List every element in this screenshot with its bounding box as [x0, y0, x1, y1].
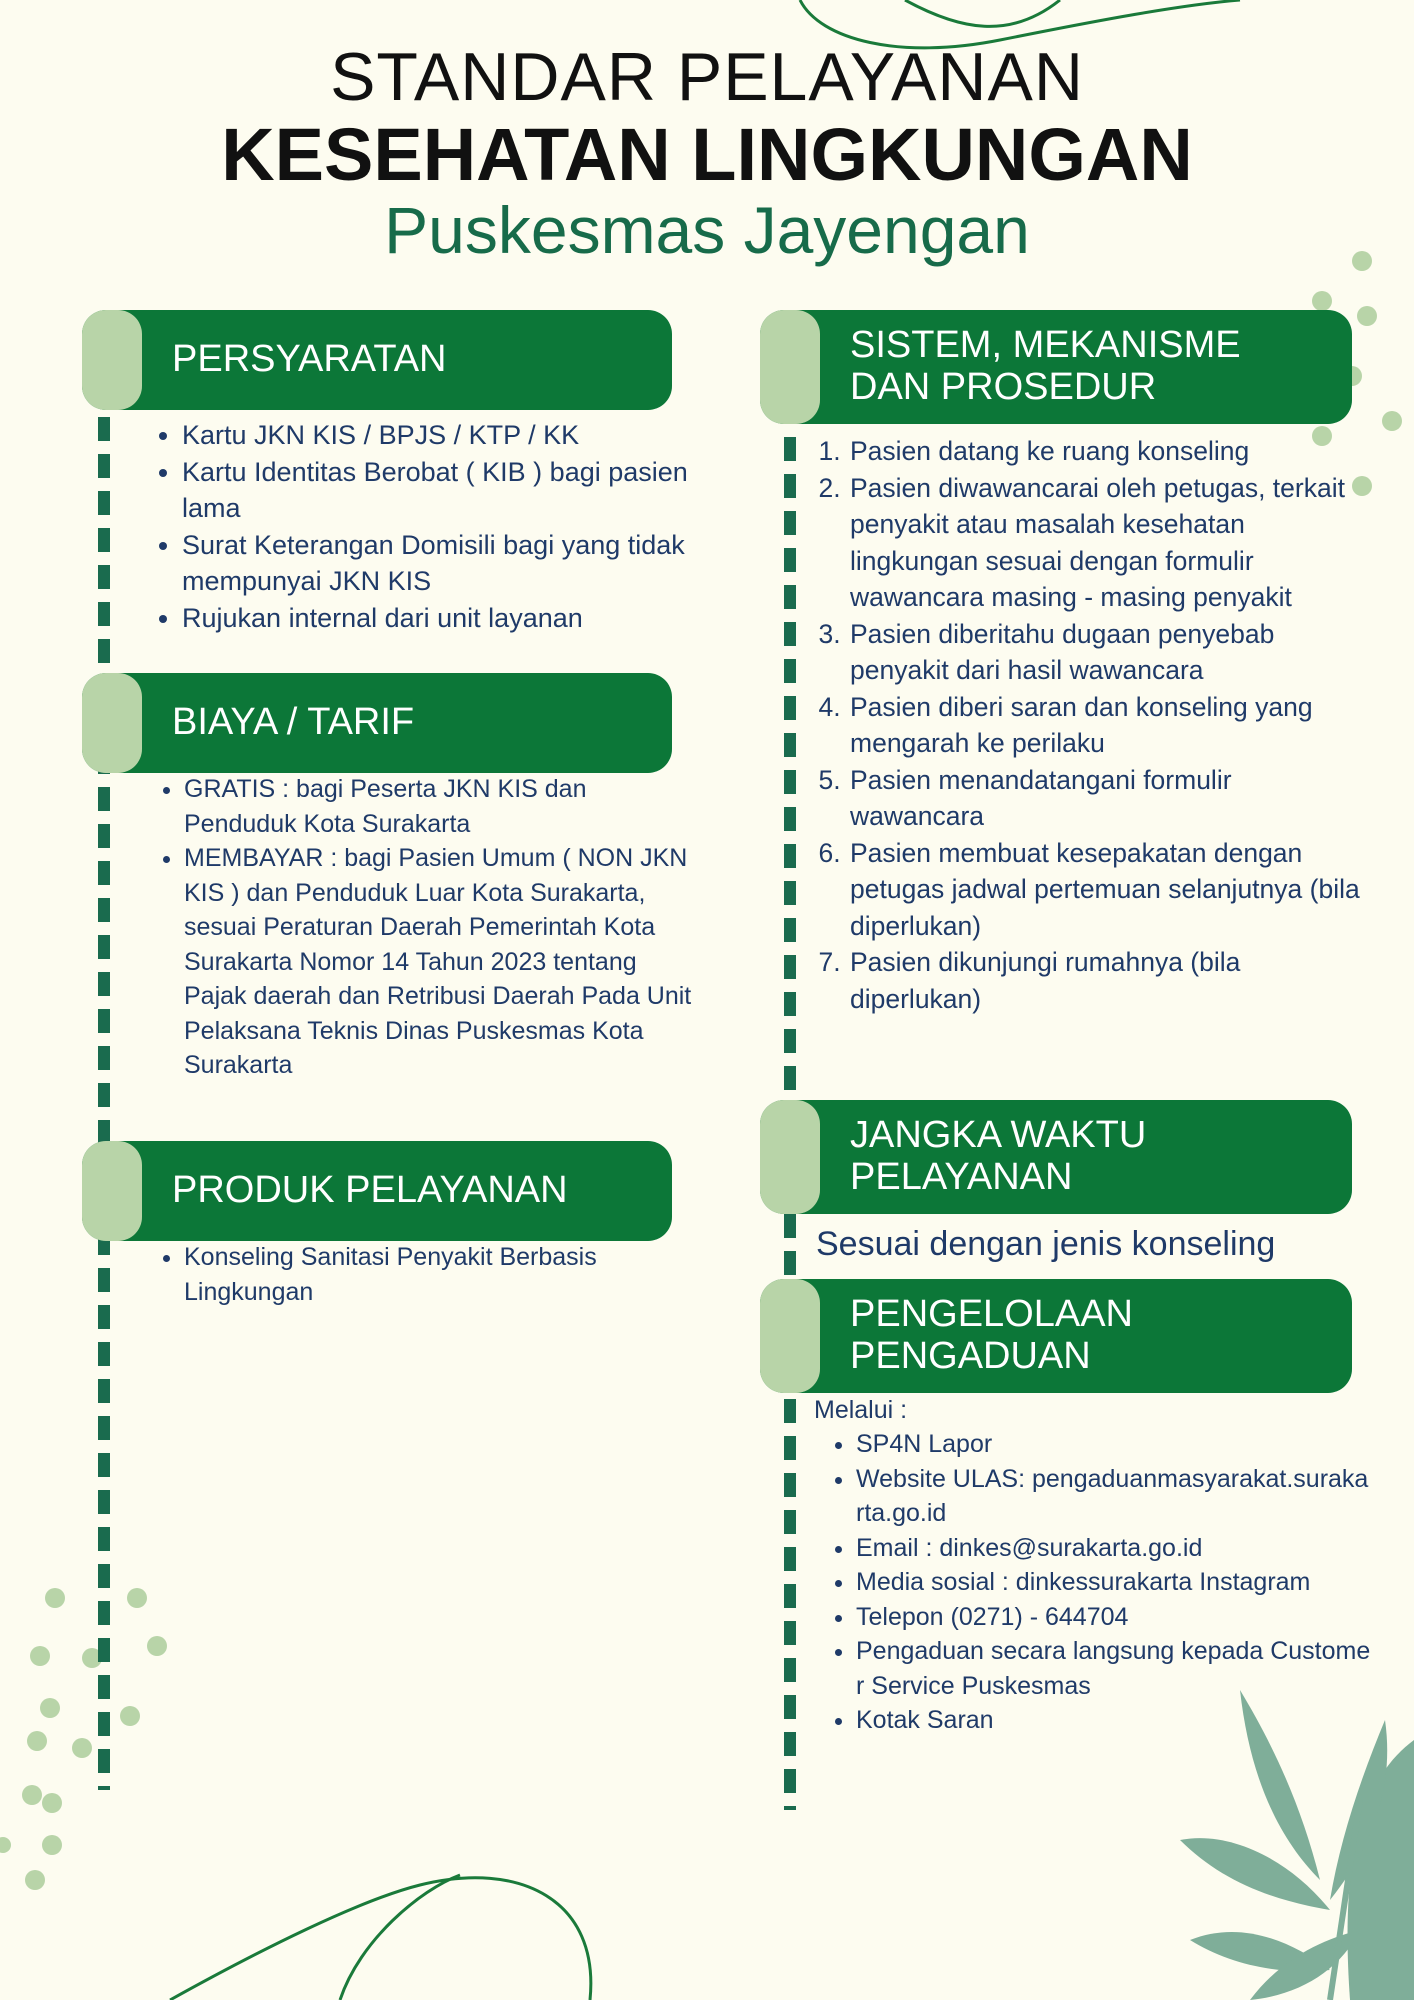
list-item: • Kotak Saran	[856, 1703, 1376, 1738]
pengaduan-title	[850, 1294, 1332, 1378]
list-item: 3. Pasien diberitahu dugaan penyebab penyakit dari hasil wawancara	[848, 616, 1368, 689]
list-item: • Surat Keterangan Domisili bagi yang tidak mempunyai JKN KIS	[182, 527, 702, 600]
produk-list	[150, 1240, 704, 1309]
pengaduan-header	[760, 1279, 1352, 1393]
list-item: • Media sosial : dinkessurakarta Instagram	[856, 1565, 1376, 1600]
sistem-header	[760, 310, 1352, 424]
list-item: • Pengaduan secara langsung kepada Customer Service Puskesmas	[856, 1634, 1376, 1703]
persyaratan-list	[148, 417, 702, 636]
biaya-list	[150, 772, 704, 1083]
title-line-1: STANDAR PELAYANAN	[330, 39, 1084, 115]
list-item: • GRATIS : bagi Peserta JKN KIS dan Penduduk Kota Surakarta	[184, 772, 704, 841]
list-item: • SP4N Lapor	[856, 1427, 1376, 1462]
list-item: • Kartu JKN KIS / BPJS / KTP / KK	[182, 417, 702, 454]
jangka-title-line-2: PELAYANAN	[850, 1156, 1073, 1198]
list-item: • MEMBAYAR : bagi Pasien Umum ( NON JKN KIS ) dan Penduduk Luar Kota Surakarta, sesuai Peraturan Daerah Pemerintah Kota Surakarta Nomor 14 Tahun 2023 tentang Pajak daerah dan Retribusi Daerah Pada Unit Pelaksana Teknis Dinas Puskesmas Kota Surakarta	[184, 841, 704, 1083]
header-tab	[760, 1279, 820, 1393]
pengaduan-list	[822, 1427, 1376, 1738]
list-item: • Kartu Identitas Berobat ( KIB ) bagi pasien lama	[182, 454, 702, 527]
biaya-header	[82, 673, 672, 773]
list-item: 6. Pasien membuat kesepakatan dengan petugas jadwal pertemuan selanjutnya (bila diperlukan)	[848, 835, 1368, 945]
list-item: 1. Pasien datang ke ruang konseling	[848, 433, 1368, 470]
header-tab	[82, 310, 142, 410]
list-item: • Email : dinkes@surakarta.go.id	[856, 1531, 1376, 1566]
header-tab	[82, 1141, 142, 1241]
pengaduan-title-line-2: PENGADUAN	[850, 1335, 1091, 1377]
persyaratan-title: PERSYARATAN	[172, 338, 447, 381]
list-item: 4. Pasien diberi saran dan konseling yang mengarah ke perilaku	[848, 689, 1368, 762]
biaya-title: BIAYA / TARIF	[172, 701, 415, 744]
pengaduan-title-line-1: PENGELOLAAN	[850, 1293, 1133, 1336]
jangka-title	[850, 1115, 1332, 1199]
list-item: 5. Pasien menandatangani formulir wawancara	[848, 762, 1368, 835]
produk-header	[82, 1141, 672, 1241]
sistem-title	[850, 325, 1332, 409]
bottom-curve-decoration-2	[340, 1875, 460, 2000]
sistem-title-line-2: DAN PROSEDUR	[850, 366, 1157, 408]
header-tab	[760, 1100, 820, 1214]
list-item: • Telepon (0271) - 644704	[856, 1600, 1376, 1635]
jangka-title-line-1: JANGKA WAKTU	[850, 1114, 1147, 1157]
pengaduan-intro: Melalui :	[814, 1396, 908, 1424]
list-item: • Konseling Sanitasi Penyakit Berbasis Lingkungan	[184, 1240, 704, 1309]
list-item: 7. Pasien dikunjungi rumahnya (bila diperlukan)	[848, 944, 1368, 1017]
list-item: • Rujukan internal dari unit layanan	[182, 600, 702, 637]
title-line-2: KESEHATAN LINGKUNGAN	[221, 113, 1193, 196]
top-curve-decoration-2	[905, 0, 1060, 26]
jangka-header	[760, 1100, 1352, 1214]
sistem-title-line-1: SISTEM, MEKANISME	[850, 324, 1241, 367]
left-timeline	[98, 380, 110, 1790]
dots-bottom-left	[0, 1588, 167, 1890]
produk-title: PRODUK PELAYANAN	[172, 1169, 568, 1212]
list-item: 2. Pasien diwawancarai oleh petugas, terkait penyakit atau masalah kesehatan lingkungan sesuai dengan formulir wawancara masing - masing penyakit	[848, 470, 1368, 616]
title-line-3: Puskesmas Jayengan	[384, 193, 1030, 267]
persyaratan-header	[82, 310, 672, 410]
sistem-steps	[816, 433, 1368, 1017]
bottom-curve-decoration	[170, 1878, 591, 2000]
header-tab	[82, 673, 142, 773]
header-tab	[760, 310, 820, 424]
list-item: • Website ULAS: pengaduanmasyarakat.surakarta.go.id	[856, 1462, 1376, 1531]
jangka-text: Sesuai dengan jenis konseling	[816, 1225, 1276, 1263]
